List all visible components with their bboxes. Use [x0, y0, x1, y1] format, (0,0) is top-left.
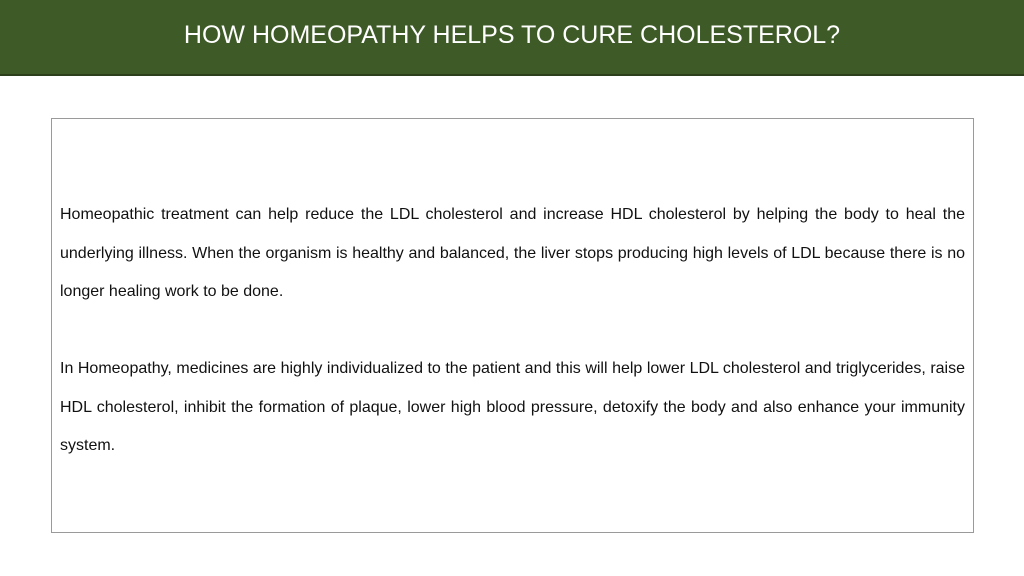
paragraph-individualized-medicine: In Homeopathy, medicines are highly individualized to the patient and this will help lower LDL cholesterol and triglycerides, raise HDL cholesterol, inhibit the formation of plaque, lower high blood pressure, detoxify the body and also enhance your immunity system.: [60, 360, 965, 454]
paragraph-ldl-hdl: Homeopathic treatment can help reduce the LDL cholesterol and increase HDL cholesterol by helping the body to heal the underlying illness. When the organism is healthy and balanced, the liver stops producing high levels of LDL because there is no longer healing work to be done.: [60, 206, 965, 300]
title-bar: [0, 0, 1024, 76]
slide-title: HOW HOMEOPATHY HELPS TO CURE CHOLESTEROL?: [183, 20, 841, 49]
content-box: [51, 118, 974, 533]
